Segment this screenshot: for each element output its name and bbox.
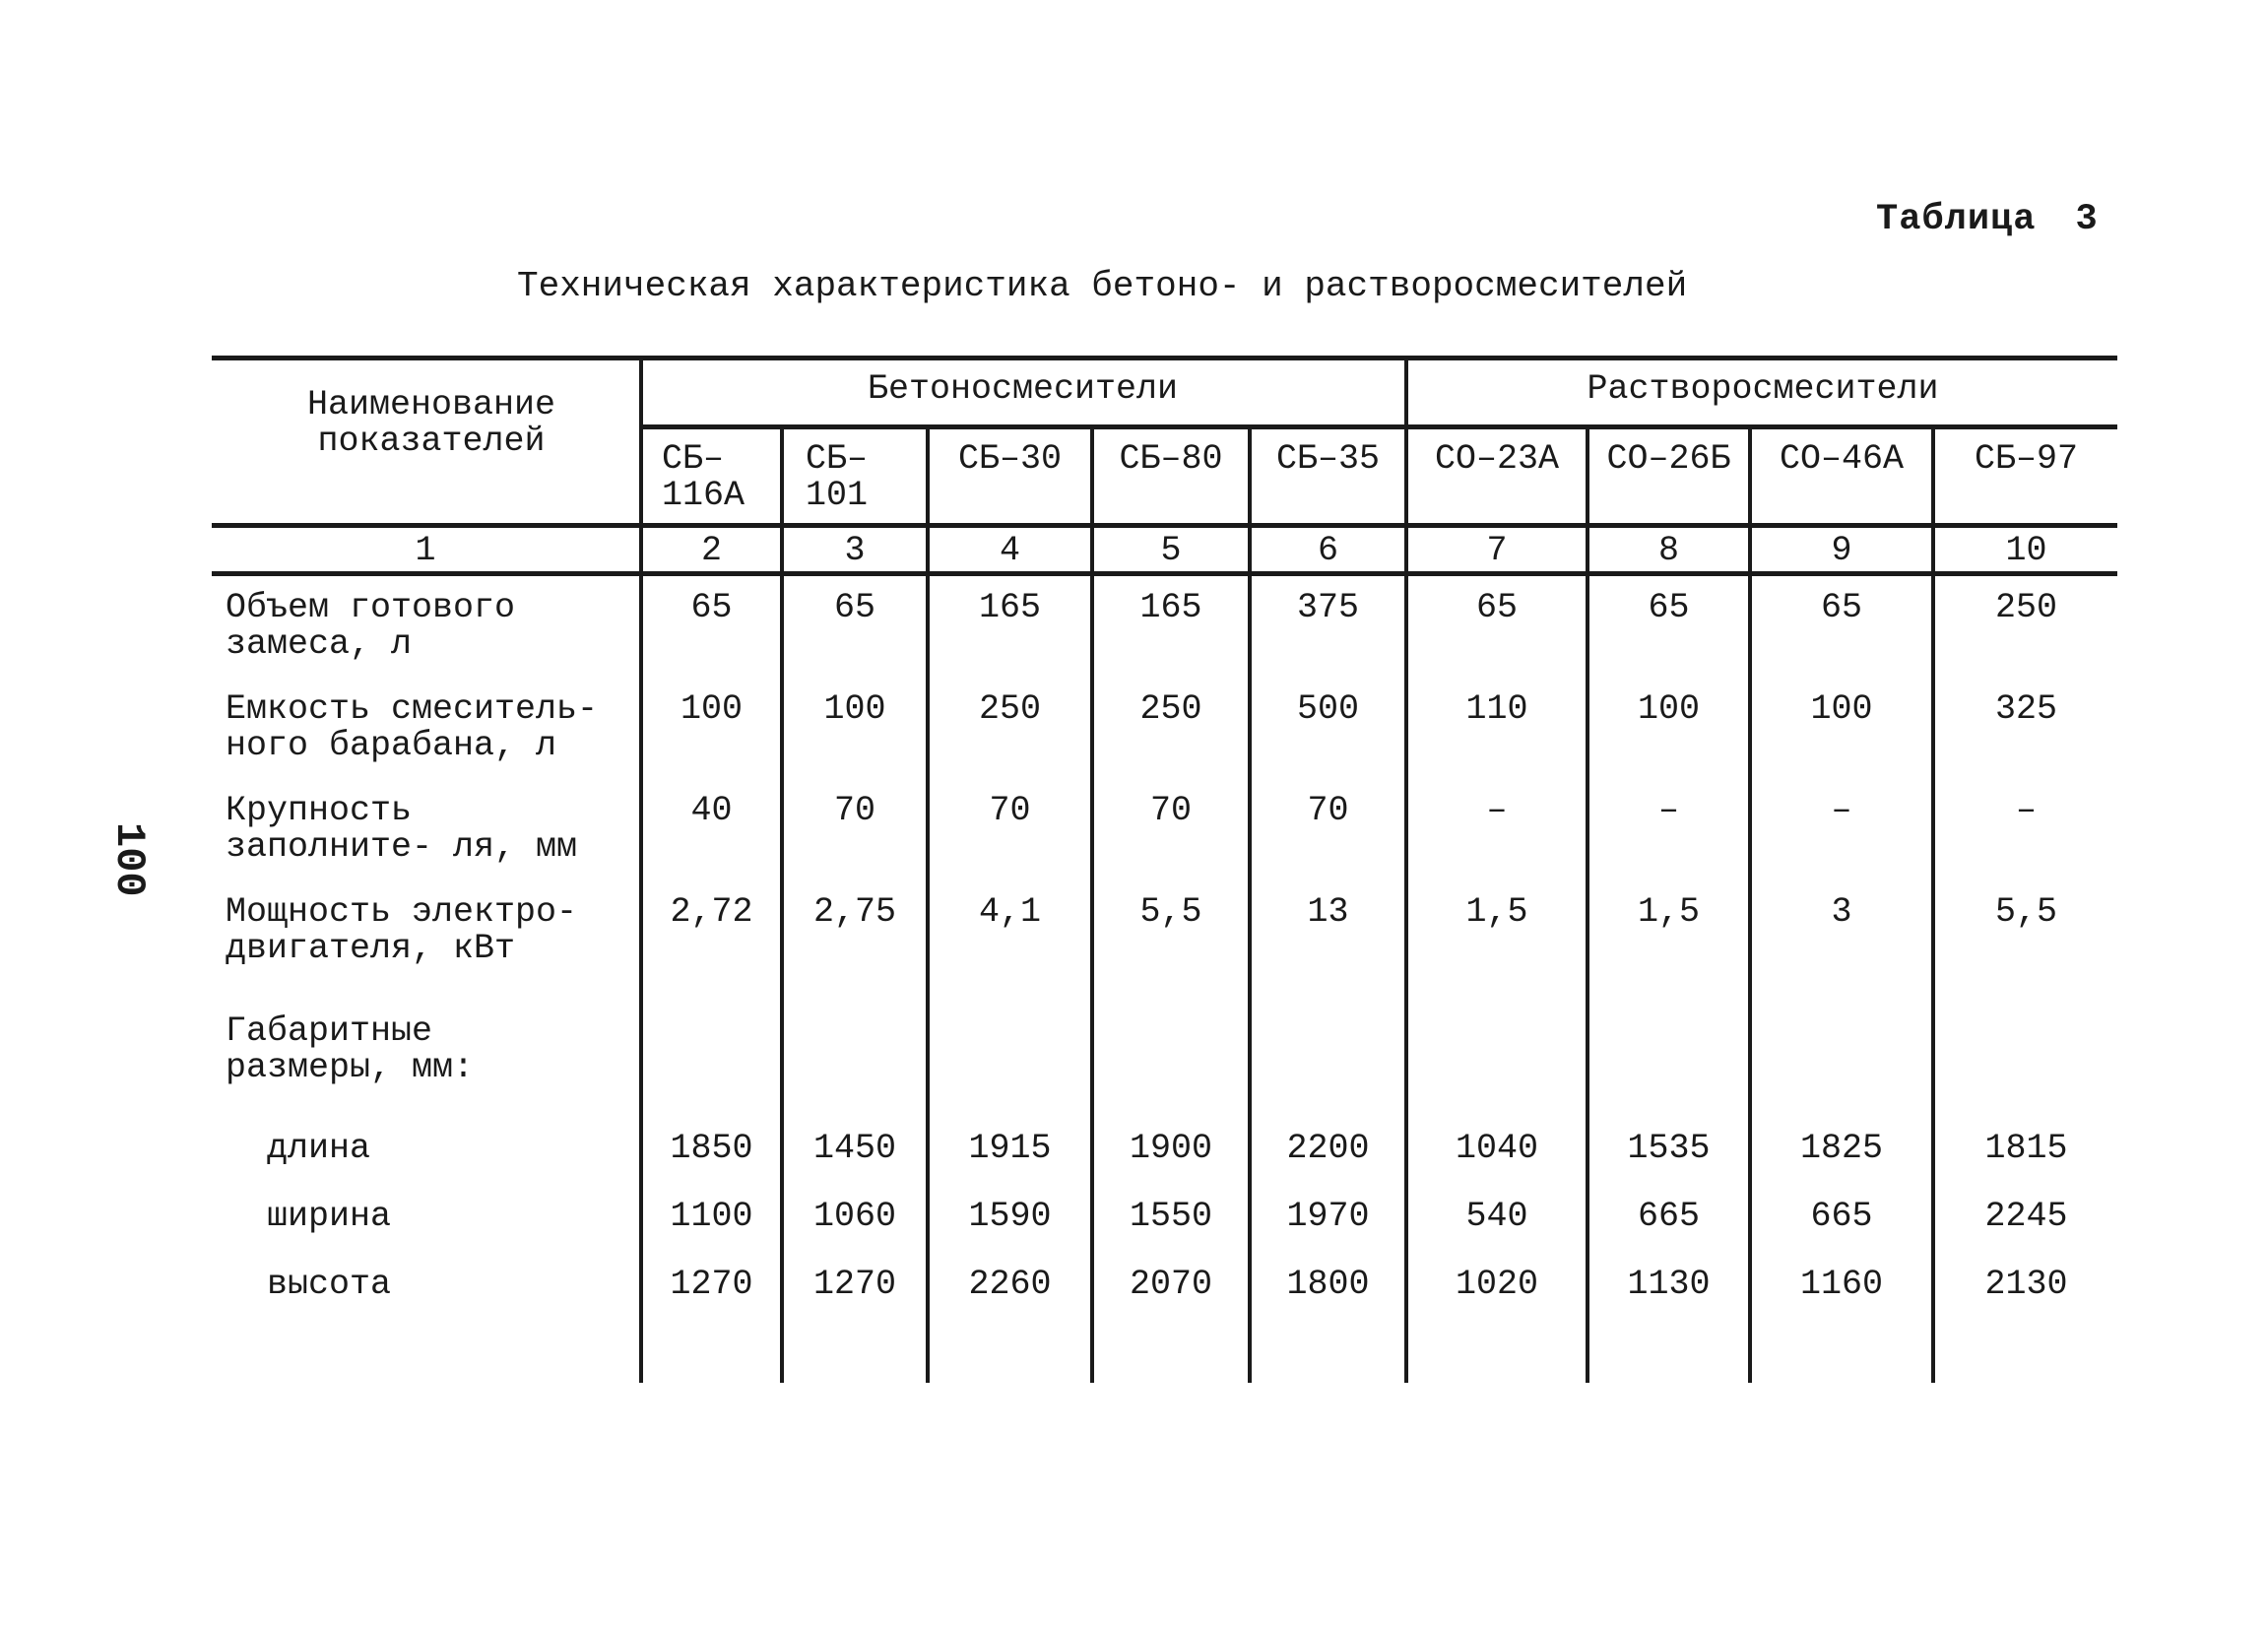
table-cell: 1915: [968, 1129, 1052, 1168]
table-cell: 1850: [670, 1129, 753, 1168]
table-cell: 165: [978, 588, 1041, 627]
model-header: СБ–97: [1974, 439, 2079, 479]
column-number: 4: [999, 531, 1020, 570]
table-cell: 1100: [670, 1197, 753, 1236]
table-cell: 100: [680, 689, 743, 729]
table-cell: 1800: [1286, 1265, 1370, 1304]
model-header: СО–46А: [1779, 439, 1905, 479]
row-label: Емкость смеситель- ного барабана, л: [226, 689, 599, 765]
column-number: 5: [1160, 531, 1182, 570]
table-cell: 65: [1648, 588, 1690, 627]
column-number: 8: [1657, 531, 1679, 570]
column-number: 6: [1317, 531, 1338, 570]
model-header: СБ– 101: [806, 439, 869, 515]
table-cell: 325: [1994, 689, 2057, 729]
table-cell: 5,5: [1139, 892, 1202, 932]
table-label-text: Таблица: [1876, 199, 2037, 240]
table-cell: 1450: [812, 1129, 896, 1168]
table-cell: 2,75: [812, 892, 896, 932]
table-cell: 1970: [1286, 1197, 1370, 1236]
table-cell: 250: [1994, 588, 2057, 627]
table-cell: 165: [1139, 588, 1202, 627]
column-number: 7: [1486, 531, 1508, 570]
model-header: СБ–35: [1275, 439, 1381, 479]
table-cell: 250: [1139, 689, 1202, 729]
table-cell: 100: [1637, 689, 1700, 729]
table-cell: 110: [1465, 689, 1528, 729]
table-cell: 70: [833, 791, 875, 830]
column-number: 2: [700, 531, 722, 570]
table-number: 3: [2075, 199, 2099, 240]
table-cell: 1535: [1627, 1129, 1711, 1168]
column-number-rule: [212, 571, 2117, 576]
table-cell: –: [1486, 791, 1508, 830]
table-cell: 1130: [1627, 1265, 1711, 1304]
table-cell: 65: [690, 588, 733, 627]
column-number: 1: [415, 531, 436, 570]
row-label: высота: [267, 1265, 392, 1304]
table-cell: 65: [1820, 588, 1862, 627]
table-cell: 13: [1307, 892, 1349, 932]
row-label: Габаритные размеры, мм:: [226, 1011, 475, 1087]
model-header: СБ–30: [957, 439, 1063, 479]
table-cell: 1815: [1984, 1129, 2068, 1168]
table-cell: 540: [1465, 1197, 1528, 1236]
table-cell: –: [1831, 791, 1852, 830]
table-cell: 250: [978, 689, 1041, 729]
page-number: 100: [105, 822, 153, 897]
table-cell: 65: [833, 588, 875, 627]
table-cell: 2245: [1984, 1197, 2068, 1236]
table-cell: 1060: [812, 1197, 896, 1236]
row-label: Мощность электро- двигателя, кВт: [226, 892, 578, 968]
table-cell: 375: [1296, 588, 1359, 627]
table-cell: 70: [1307, 791, 1349, 830]
model-header: СБ– 116А: [662, 439, 745, 515]
table-cell: 70: [989, 791, 1031, 830]
table-cell: 1825: [1799, 1129, 1883, 1168]
table-cell: 665: [1637, 1197, 1700, 1236]
table-cell: 1590: [968, 1197, 1052, 1236]
table-cell: 1900: [1129, 1129, 1212, 1168]
column-number: 10: [2005, 531, 2047, 570]
model-header: СБ–80: [1119, 439, 1223, 479]
table-cell: 1270: [812, 1265, 896, 1304]
row-label: Объем готового замеса, л: [226, 588, 516, 664]
group-header-mortar: Растворосмесители: [1587, 369, 1939, 409]
table-cell: 100: [1810, 689, 1873, 729]
group-header-concrete: Бетоносмесители: [867, 369, 1179, 409]
table-label: [1876, 199, 2099, 240]
table-cell: 5,5: [1994, 892, 2057, 932]
table-cell: –: [1657, 791, 1679, 830]
table-cell: 2,72: [670, 892, 753, 932]
row-label: ширина: [267, 1197, 392, 1236]
table-cell: 4,1: [978, 892, 1041, 932]
table-cell: 665: [1810, 1197, 1873, 1236]
table-cell: 1020: [1455, 1265, 1538, 1304]
table-cell: 70: [1149, 791, 1192, 830]
table-cell: 2130: [1984, 1265, 2068, 1304]
table-title: Техническая характеристика бетоно- и растворосмесителей: [517, 266, 1688, 306]
row-label: длина: [267, 1129, 371, 1168]
table-cell: 2260: [968, 1265, 1052, 1304]
table-cell: 40: [690, 791, 733, 830]
row-label: Крупность заполните- ля, мм: [226, 791, 578, 867]
table-top-rule: [212, 356, 2117, 360]
table-cell: 1,5: [1465, 892, 1528, 932]
table-cell: –: [2015, 791, 2037, 830]
column-name-header: Наименование показателей: [306, 385, 556, 461]
table-cell: 1270: [670, 1265, 753, 1304]
model-header: СО–23А: [1434, 439, 1560, 479]
table-cell: 100: [823, 689, 886, 729]
table-cell: 3: [1831, 892, 1852, 932]
table-cell: 2070: [1129, 1265, 1212, 1304]
table-cell: 1550: [1129, 1197, 1212, 1236]
table-cell: 500: [1296, 689, 1359, 729]
column-number: 3: [844, 531, 866, 570]
group-header-rule: [640, 424, 2117, 429]
header-bottom-rule: [212, 523, 2117, 528]
column-number: 9: [1831, 531, 1852, 570]
table-cell: 1,5: [1637, 892, 1700, 932]
table-cell: 65: [1475, 588, 1518, 627]
table-cell: 1160: [1799, 1265, 1883, 1304]
model-header: СО–26Б: [1606, 439, 1731, 479]
table-cell: 2200: [1286, 1129, 1370, 1168]
table-cell: 1040: [1455, 1129, 1538, 1168]
